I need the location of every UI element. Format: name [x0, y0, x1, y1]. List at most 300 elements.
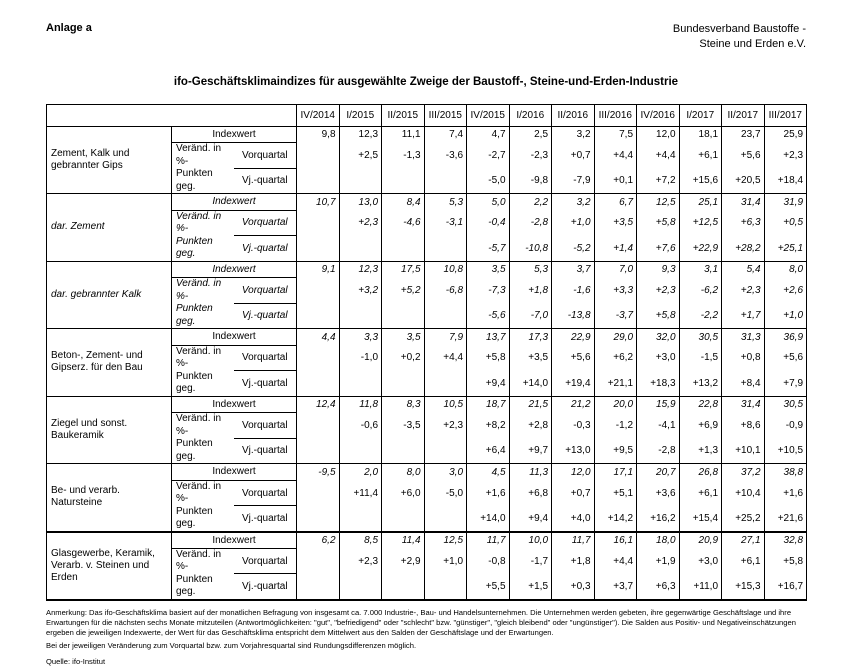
value-cell: +6,9 — [679, 413, 722, 439]
value-cell: -1,6 — [552, 278, 595, 304]
value-cell: -3,5 — [382, 413, 425, 439]
value-cell: -1,7 — [509, 548, 552, 574]
value-cell: +2,3 — [339, 548, 382, 574]
value-cell: +9,4 — [467, 371, 510, 397]
value-cell: +22,9 — [679, 236, 722, 262]
value-cell — [297, 168, 340, 194]
value-cell: +1,6 — [467, 480, 510, 506]
metric-vjquartal-label: Vj.-quartal — [234, 303, 297, 329]
value-cell: +28,2 — [722, 236, 765, 262]
organization-line1: Bundesverband Baustoffe - — [672, 23, 806, 35]
metric-vjquartal-label: Vj.-quartal — [234, 438, 297, 464]
value-cell — [297, 506, 340, 532]
value-cell: +1,6 — [764, 480, 807, 506]
value-cell: -4,1 — [637, 413, 680, 439]
metric-indexwert-label: Indexwert — [172, 396, 297, 413]
value-cell — [297, 210, 340, 236]
value-cell: 10,8 — [424, 261, 467, 278]
value-cell: +1,8 — [552, 548, 595, 574]
value-cell: +3,6 — [637, 480, 680, 506]
value-cell: +4,4 — [594, 143, 637, 169]
metric-veraend-line1: Veränd. in %- — [176, 548, 222, 573]
value-cell: -2,7 — [467, 143, 510, 169]
value-cell: 3,3 — [339, 329, 382, 346]
value-cell: 2,0 — [339, 464, 382, 481]
value-cell: 17,5 — [382, 261, 425, 278]
value-cell: 22,8 — [679, 396, 722, 413]
value-cell — [424, 236, 467, 262]
metric-indexwert-label: Indexwert — [172, 464, 297, 481]
metric-indexwert-label: Indexwert — [172, 532, 297, 549]
value-cell: +16,7 — [764, 574, 807, 600]
source-line: Quelle: ifo-Institut — [46, 656, 106, 666]
value-cell — [339, 303, 382, 329]
value-cell: 11,8 — [339, 396, 382, 413]
organization-name — [673, 22, 806, 52]
metric-vjquartal-label: Vj.-quartal — [234, 371, 297, 397]
value-cell — [297, 278, 340, 304]
group-label: Zement, Kalk und gebrannter Gips — [47, 126, 172, 194]
metric-veraend-label — [172, 210, 234, 261]
value-cell: 32,8 — [764, 532, 807, 549]
value-cell — [297, 574, 340, 600]
metric-veraend-line1: Veränd. in %- — [176, 278, 222, 302]
value-cell: 37,2 — [722, 464, 765, 481]
value-cell: +1,5 — [509, 574, 552, 600]
metric-vjquartal-label: Vj.-quartal — [234, 168, 297, 194]
value-cell: 4,5 — [467, 464, 510, 481]
value-cell: +21,1 — [594, 371, 637, 397]
value-cell: +3,0 — [679, 548, 722, 574]
value-cell: +14,0 — [509, 371, 552, 397]
value-cell: 2,2 — [509, 194, 552, 211]
value-cell: 5,3 — [509, 261, 552, 278]
value-cell: +1,3 — [679, 438, 722, 464]
value-cell: -3,6 — [424, 143, 467, 169]
value-cell — [339, 236, 382, 262]
metric-veraend-line2: Punkten geg. — [176, 168, 213, 192]
value-cell: +2,3 — [637, 278, 680, 304]
value-cell: +4,4 — [594, 548, 637, 574]
value-cell: 21,2 — [552, 396, 595, 413]
value-cell: -10,8 — [509, 236, 552, 262]
value-cell: +15,3 — [722, 574, 765, 600]
value-cell — [382, 506, 425, 532]
metric-veraend-line2: Punkten geg. — [176, 573, 213, 598]
value-cell: 3,1 — [679, 261, 722, 278]
value-cell: +5,2 — [382, 278, 425, 304]
metric-veraend-line1: Veränd. in %- — [176, 345, 222, 370]
group-label: Ziegel und sonst. Baukeramik — [47, 396, 172, 464]
value-cell: +8,6 — [722, 413, 765, 439]
value-cell: -6,8 — [424, 278, 467, 304]
value-cell — [339, 574, 382, 600]
value-cell: 30,5 — [679, 329, 722, 346]
value-cell: +1,0 — [764, 303, 807, 329]
value-cell: 10,7 — [297, 194, 340, 211]
metric-veraend-line1: Veränd. in %- — [176, 480, 222, 505]
value-cell: 22,9 — [552, 329, 595, 346]
value-cell: 6,7 — [594, 194, 637, 211]
value-cell: +9,5 — [594, 438, 637, 464]
value-cell: 12,0 — [552, 464, 595, 481]
value-cell — [297, 143, 340, 169]
value-cell: +9,7 — [509, 438, 552, 464]
value-cell: +0,3 — [552, 574, 595, 600]
value-cell: -1,2 — [594, 413, 637, 439]
metric-vjquartal-label: Vj.-quartal — [234, 236, 297, 262]
value-cell: 20,0 — [594, 396, 637, 413]
value-cell — [424, 303, 467, 329]
metric-vorquartal-label: Vorquartal — [234, 143, 297, 169]
value-cell: +3,5 — [594, 210, 637, 236]
value-cell — [424, 371, 467, 397]
value-cell — [297, 438, 340, 464]
value-cell — [297, 480, 340, 506]
value-cell: -0,4 — [467, 210, 510, 236]
group-label: Glasgewerbe, Keramik, Verarb. v. Steinen und Erden — [47, 532, 172, 600]
value-cell: 12,5 — [637, 194, 680, 211]
value-cell: -5,7 — [467, 236, 510, 262]
value-cell: 25,9 — [764, 126, 807, 143]
metric-veraend-line1: Veränd. in %- — [176, 143, 222, 167]
value-cell — [382, 574, 425, 600]
metric-veraend-label — [172, 413, 234, 464]
value-cell: 12,0 — [637, 126, 680, 143]
value-cell: +4,4 — [424, 345, 467, 371]
value-cell: 32,0 — [637, 329, 680, 346]
value-cell: +1,0 — [424, 548, 467, 574]
value-cell: +6,8 — [509, 480, 552, 506]
metric-veraend-label — [172, 278, 234, 329]
column-header-quarter: II/2017 — [722, 104, 765, 126]
value-cell: -6,2 — [679, 278, 722, 304]
value-cell: 16,1 — [594, 532, 637, 549]
value-cell: +5,6 — [764, 345, 807, 371]
value-cell: -7,9 — [552, 168, 595, 194]
value-cell: +2,6 — [764, 278, 807, 304]
value-cell: +2,3 — [764, 143, 807, 169]
metric-vorquartal-label: Vorquartal — [234, 345, 297, 371]
value-cell: 20,9 — [679, 532, 722, 549]
value-cell: +1,7 — [722, 303, 765, 329]
value-cell: +5,8 — [467, 345, 510, 371]
value-cell: 4,7 — [467, 126, 510, 143]
value-cell — [339, 371, 382, 397]
value-cell: -7,3 — [467, 278, 510, 304]
value-cell: -7,0 — [509, 303, 552, 329]
metric-veraend-label — [172, 480, 234, 532]
value-cell: 8,0 — [764, 261, 807, 278]
value-cell — [339, 506, 382, 532]
value-cell: 18,1 — [679, 126, 722, 143]
value-cell: -13,8 — [552, 303, 595, 329]
value-cell: 31,9 — [764, 194, 807, 211]
value-cell: +6,4 — [467, 438, 510, 464]
column-header-quarter: I/2016 — [509, 104, 552, 126]
column-header-quarter: I/2017 — [679, 104, 722, 126]
value-cell: 11,7 — [467, 532, 510, 549]
value-cell: +2,9 — [382, 548, 425, 574]
value-cell: +2,3 — [424, 413, 467, 439]
value-cell: +13,0 — [552, 438, 595, 464]
value-cell: +6,3 — [637, 574, 680, 600]
value-cell: -2,2 — [679, 303, 722, 329]
value-cell: +8,4 — [722, 371, 765, 397]
metric-veraend-label — [172, 143, 234, 194]
value-cell: +15,4 — [679, 506, 722, 532]
metric-veraend-label — [172, 548, 234, 600]
value-cell: -2,8 — [509, 210, 552, 236]
value-cell: 11,3 — [509, 464, 552, 481]
value-cell — [424, 574, 467, 600]
metric-indexwert-label: Indexwert — [172, 126, 297, 143]
value-cell: 26,8 — [679, 464, 722, 481]
footnote-anmerkung: Anmerkung: Das ifo-Geschäftsklima basiert auf der monatlichen Befragung von insgesamt ca. 7.000 Industrie-, Bau- und Handelsunternehmen. Die Unternehmen werden gebeten, ihre gegenwärtige Geschäftslage und ihre Erwartungen für die nächsten sechs Monate mitzuteilen (Antwortmöglichkeiten: "gut", "befriedigend" oder "schlecht" bzw. "günstiger", "gleich bleibend" oder "ungünstiger"). Die Salden aus Positiv- und Negativeinschätzungen ergeben die jeweiligen Indexwerte, der Wert für das Geschäftsklima entspricht dem Mittelwert aus den Salden der Geschäftslage und der Erwartungen. — [46, 607, 796, 637]
value-cell: -1,0 — [339, 345, 382, 371]
footnote-rundung: Bei der jeweiligen Veränderung zum Vorquartal bzw. zum Vorjahresquartal sind Rundungsdifferenzen möglich. — [46, 640, 417, 650]
value-cell: +8,2 — [467, 413, 510, 439]
value-cell: 25,1 — [679, 194, 722, 211]
value-cell: -9,5 — [297, 464, 340, 481]
value-cell: -2,3 — [509, 143, 552, 169]
group-label: Beton-, Zement- und Gipserz. für den Bau — [47, 329, 172, 397]
value-cell: +1,9 — [637, 548, 680, 574]
value-cell: +20,5 — [722, 168, 765, 194]
value-cell — [297, 371, 340, 397]
value-cell: +4,0 — [552, 506, 595, 532]
value-cell: 18,0 — [637, 532, 680, 549]
metric-veraend-label — [172, 345, 234, 396]
value-cell: +19,4 — [552, 371, 595, 397]
metric-veraend-line2: Punkten geg. — [176, 303, 213, 327]
value-cell: 7,0 — [594, 261, 637, 278]
column-header-quarter: I/2015 — [339, 104, 382, 126]
value-cell: +11,4 — [339, 480, 382, 506]
value-cell: -0,9 — [764, 413, 807, 439]
value-cell: 11,1 — [382, 126, 425, 143]
value-cell: -9,8 — [509, 168, 552, 194]
value-cell: 4,4 — [297, 329, 340, 346]
value-cell: +6,1 — [679, 480, 722, 506]
value-cell: +3,2 — [339, 278, 382, 304]
value-cell: +1,4 — [594, 236, 637, 262]
value-cell: +5,8 — [637, 210, 680, 236]
value-cell: +5,6 — [722, 143, 765, 169]
value-cell: +11,0 — [679, 574, 722, 600]
metric-indexwert-label: Indexwert — [172, 194, 297, 211]
value-cell: 5,4 — [722, 261, 765, 278]
value-cell: 20,7 — [637, 464, 680, 481]
value-cell: 31,4 — [722, 396, 765, 413]
value-cell: +10,5 — [764, 438, 807, 464]
metric-vorquartal-label: Vorquartal — [234, 210, 297, 236]
value-cell — [297, 345, 340, 371]
value-cell: 7,5 — [594, 126, 637, 143]
value-cell: +1,0 — [552, 210, 595, 236]
value-cell: -0,8 — [467, 548, 510, 574]
metric-veraend-line1: Veränd. in %- — [176, 210, 222, 235]
value-cell — [339, 168, 382, 194]
value-cell: +2,3 — [722, 278, 765, 304]
annex-label: Anlage a — [46, 22, 92, 34]
value-cell: 27,1 — [722, 532, 765, 549]
value-cell — [297, 236, 340, 262]
value-cell: -5,2 — [552, 236, 595, 262]
value-cell: 3,5 — [467, 261, 510, 278]
column-header-quarter: IV/2014 — [297, 104, 340, 126]
value-cell: +18,4 — [764, 168, 807, 194]
value-cell: 36,9 — [764, 329, 807, 346]
value-cell: -2,8 — [637, 438, 680, 464]
value-cell — [382, 236, 425, 262]
value-cell: 8,0 — [382, 464, 425, 481]
value-cell: +25,1 — [764, 236, 807, 262]
value-cell — [424, 438, 467, 464]
value-cell: +7,2 — [637, 168, 680, 194]
value-cell: +5,8 — [637, 303, 680, 329]
value-cell: +0,7 — [552, 480, 595, 506]
metric-vorquartal-label: Vorquartal — [234, 548, 297, 574]
value-cell — [382, 168, 425, 194]
value-cell: +2,3 — [339, 210, 382, 236]
value-cell: 3,2 — [552, 126, 595, 143]
value-cell: 31,3 — [722, 329, 765, 346]
value-cell: 3,2 — [552, 194, 595, 211]
value-cell: +6,3 — [722, 210, 765, 236]
value-cell: 3,5 — [382, 329, 425, 346]
value-cell — [297, 303, 340, 329]
metric-veraend-line2: Punkten geg. — [176, 370, 213, 395]
value-cell: +25,2 — [722, 506, 765, 532]
value-cell: 11,7 — [552, 532, 595, 549]
page-title: ifo-Geschäftsklimaindizes für ausgewählte Zweige der Baustoff-, Steine-und-Erden-Industrie — [173, 75, 679, 88]
value-cell: +6,1 — [722, 548, 765, 574]
group-label: Be- und verarb. Natursteine — [47, 464, 172, 532]
value-cell: 23,7 — [722, 126, 765, 143]
value-cell: +3,5 — [509, 345, 552, 371]
value-cell: -1,5 — [679, 345, 722, 371]
metric-veraend-line2: Punkten geg. — [176, 505, 213, 530]
value-cell: +7,6 — [637, 236, 680, 262]
value-cell: 31,4 — [722, 194, 765, 211]
column-header-quarter: III/2015 — [424, 104, 467, 126]
value-cell: 13,0 — [339, 194, 382, 211]
value-cell: +13,2 — [679, 371, 722, 397]
value-cell: 29,0 — [594, 329, 637, 346]
value-cell: -0,6 — [339, 413, 382, 439]
value-cell — [382, 371, 425, 397]
value-cell: +14,2 — [594, 506, 637, 532]
value-cell: +10,4 — [722, 480, 765, 506]
value-cell: +16,2 — [637, 506, 680, 532]
metric-indexwert-label: Indexwert — [172, 329, 297, 346]
column-header-quarter: II/2015 — [382, 104, 425, 126]
metric-vjquartal-label: Vj.-quartal — [234, 574, 297, 600]
metric-vorquartal-label: Vorquartal — [234, 413, 297, 439]
ifo-table — [46, 104, 807, 601]
value-cell: +10,1 — [722, 438, 765, 464]
value-cell: 7,9 — [424, 329, 467, 346]
value-cell: +9,4 — [509, 506, 552, 532]
value-cell — [339, 438, 382, 464]
value-cell: 6,2 — [297, 532, 340, 549]
table-corner-cell — [47, 104, 297, 126]
value-cell: -5,0 — [467, 168, 510, 194]
value-cell: 3,7 — [552, 261, 595, 278]
value-cell: +2,8 — [509, 413, 552, 439]
value-cell: +2,5 — [339, 143, 382, 169]
value-cell: +5,5 — [467, 574, 510, 600]
value-cell: +5,8 — [764, 548, 807, 574]
value-cell: 12,3 — [339, 261, 382, 278]
value-cell: 18,7 — [467, 396, 510, 413]
value-cell: +6,1 — [679, 143, 722, 169]
value-cell: +0,5 — [764, 210, 807, 236]
group-label: dar. Zement — [47, 194, 172, 262]
value-cell: 11,4 — [382, 532, 425, 549]
value-cell: +3,7 — [594, 574, 637, 600]
value-cell: 2,5 — [509, 126, 552, 143]
organization-line2: Steine und Erden e.V. — [699, 37, 806, 50]
value-cell — [297, 413, 340, 439]
value-cell: 30,5 — [764, 396, 807, 413]
metric-vorquartal-label: Vorquartal — [234, 278, 297, 304]
value-cell: 15,9 — [637, 396, 680, 413]
value-cell: 12,3 — [339, 126, 382, 143]
value-cell: -3,7 — [594, 303, 637, 329]
value-cell — [424, 168, 467, 194]
value-cell — [382, 438, 425, 464]
value-cell: -3,1 — [424, 210, 467, 236]
value-cell — [424, 506, 467, 532]
value-cell: +14,0 — [467, 506, 510, 532]
value-cell: +3,0 — [637, 345, 680, 371]
column-header-quarter: II/2016 — [552, 104, 595, 126]
value-cell: 17,3 — [509, 329, 552, 346]
value-cell: 9,1 — [297, 261, 340, 278]
value-cell: +21,6 — [764, 506, 807, 532]
value-cell: 17,1 — [594, 464, 637, 481]
value-cell — [382, 303, 425, 329]
group-label: dar. gebrannter Kalk — [47, 261, 172, 329]
value-cell: +4,4 — [637, 143, 680, 169]
value-cell: 8,4 — [382, 194, 425, 211]
value-cell: 5,0 — [467, 194, 510, 211]
metric-veraend-line2: Punkten geg. — [176, 235, 213, 260]
value-cell: -0,3 — [552, 413, 595, 439]
value-cell: 8,3 — [382, 396, 425, 413]
value-cell: 13,7 — [467, 329, 510, 346]
column-header-quarter: III/2016 — [594, 104, 637, 126]
value-cell: 38,8 — [764, 464, 807, 481]
value-cell: 8,5 — [339, 532, 382, 549]
value-cell: +5,6 — [552, 345, 595, 371]
value-cell: +5,1 — [594, 480, 637, 506]
value-cell: +15,6 — [679, 168, 722, 194]
metric-indexwert-label: Indexwert — [172, 261, 297, 278]
value-cell: +0,2 — [382, 345, 425, 371]
metric-vjquartal-label: Vj.-quartal — [234, 506, 297, 532]
page-header — [46, 22, 806, 52]
column-header-quarter: IV/2016 — [637, 104, 680, 126]
value-cell: 9,8 — [297, 126, 340, 143]
value-cell: -5,6 — [467, 303, 510, 329]
value-cell: 12,4 — [297, 396, 340, 413]
metric-veraend-line2: Punkten geg. — [176, 438, 213, 462]
metric-veraend-line1: Veränd. in %- — [176, 413, 222, 437]
value-cell: 7,4 — [424, 126, 467, 143]
